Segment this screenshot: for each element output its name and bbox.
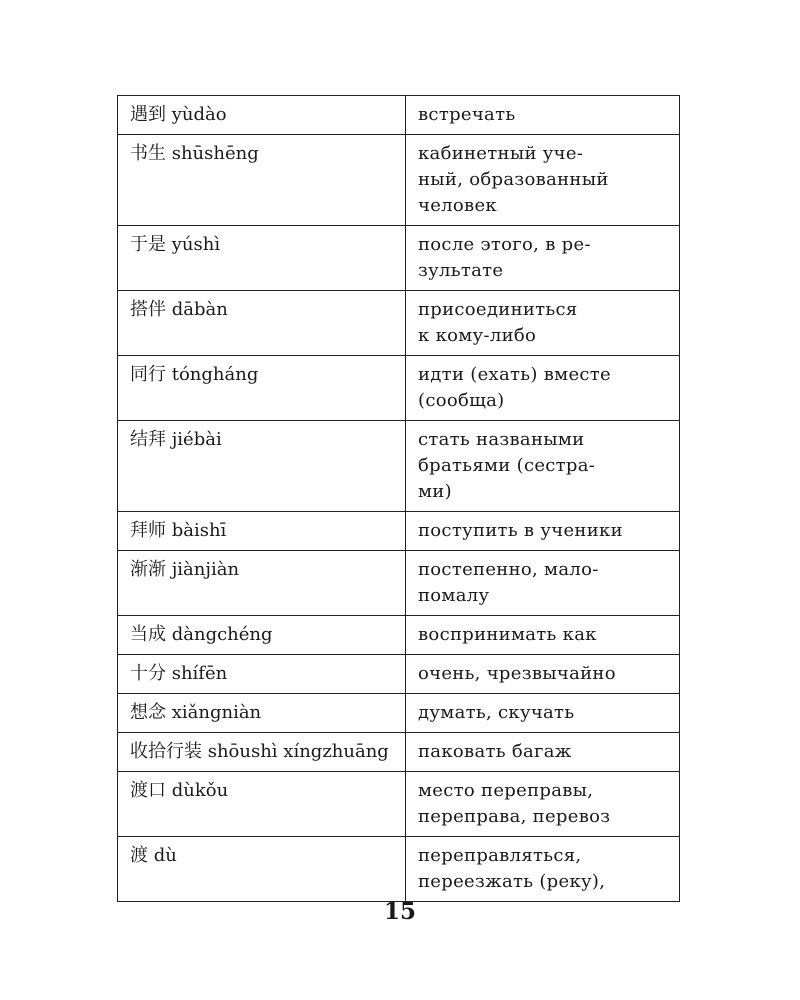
vocabulary-row xyxy=(118,135,680,226)
chinese-word-pinyin: 结拜 jiébài xyxy=(118,421,406,512)
vocabulary-row xyxy=(118,96,680,135)
russian-translation xyxy=(406,135,680,226)
russian-translation xyxy=(406,837,680,902)
vocabulary-row xyxy=(118,551,680,616)
chinese-word-pinyin: 想念 xiǎngniàn xyxy=(118,694,406,733)
translation-line: переправа, перевоз xyxy=(418,806,611,827)
translation-line: кабинетный уче- xyxy=(418,143,584,164)
translation-line: стать назваными xyxy=(418,429,585,450)
russian-translation xyxy=(406,96,680,135)
vocabulary-row xyxy=(118,512,680,551)
vocabulary-row xyxy=(118,421,680,512)
vocabulary-table-body xyxy=(118,96,680,902)
chinese-word-pinyin: 书生 shūshēng xyxy=(118,135,406,226)
translation-line: к кому-либо xyxy=(418,325,537,346)
translation-line: думать, скучать xyxy=(418,702,575,723)
translation-line: ный, образованный xyxy=(418,169,609,190)
chinese-word-pinyin: 渐渐 jiànjiàn xyxy=(118,551,406,616)
translation-line: воспринимать как xyxy=(418,624,597,645)
translation-line: постепенно, мало- xyxy=(418,559,599,580)
chinese-word-pinyin: 渡 dù xyxy=(118,837,406,902)
translation-line: переезжать (реку), xyxy=(418,871,606,892)
translation-line: ми) xyxy=(418,481,452,502)
translation-line: переправляться, xyxy=(418,845,582,866)
chinese-word-pinyin: 同行 tóngháng xyxy=(118,356,406,421)
translation-line: место переправы, xyxy=(418,780,594,801)
vocabulary-row xyxy=(118,616,680,655)
vocabulary-row xyxy=(118,226,680,291)
russian-translation xyxy=(406,772,680,837)
translation-line: поступить в ученики xyxy=(418,520,623,541)
chinese-word-pinyin: 当成 dàngchéng xyxy=(118,616,406,655)
chinese-word-pinyin: 拜师 bàishī xyxy=(118,512,406,551)
chinese-word-pinyin: 遇到 yùdào xyxy=(118,96,406,135)
russian-translation xyxy=(406,655,680,694)
russian-translation xyxy=(406,733,680,772)
vocabulary-row xyxy=(118,772,680,837)
russian-translation xyxy=(406,694,680,733)
russian-translation xyxy=(406,356,680,421)
translation-line: паковать багаж xyxy=(418,741,572,762)
russian-translation xyxy=(406,291,680,356)
chinese-word-pinyin: 渡口 dùkǒu xyxy=(118,772,406,837)
translation-line: очень, чрезвычайно xyxy=(418,663,616,684)
translation-line: присоединиться xyxy=(418,299,578,320)
vocabulary-table xyxy=(117,95,680,902)
vocabulary-row xyxy=(118,655,680,694)
russian-translation xyxy=(406,421,680,512)
translation-line: (сообща) xyxy=(418,390,505,411)
vocabulary-row xyxy=(118,733,680,772)
russian-translation xyxy=(406,616,680,655)
translation-line: после этого, в ре- xyxy=(418,234,591,255)
translation-line: идти (ехать) вместе xyxy=(418,364,611,385)
chinese-word-pinyin: 收拾行装 shōushì xíngzhuāng xyxy=(118,733,406,772)
vocabulary-row xyxy=(118,356,680,421)
russian-translation xyxy=(406,551,680,616)
translation-line: братьями (сестра- xyxy=(418,455,596,476)
russian-translation xyxy=(406,512,680,551)
translation-line: человек xyxy=(418,195,497,216)
translation-line: встречать xyxy=(418,104,516,125)
vocabulary-row xyxy=(118,837,680,902)
russian-translation xyxy=(406,226,680,291)
page-number: 15 xyxy=(383,898,416,925)
chinese-word-pinyin: 于是 yúshì xyxy=(118,226,406,291)
vocabulary-row xyxy=(118,694,680,733)
chinese-word-pinyin: 十分 shífēn xyxy=(118,655,406,694)
chinese-word-pinyin: 搭伴 dābàn xyxy=(118,291,406,356)
vocabulary-row xyxy=(118,291,680,356)
translation-line: зультате xyxy=(418,260,504,281)
translation-line: помалу xyxy=(418,585,490,606)
